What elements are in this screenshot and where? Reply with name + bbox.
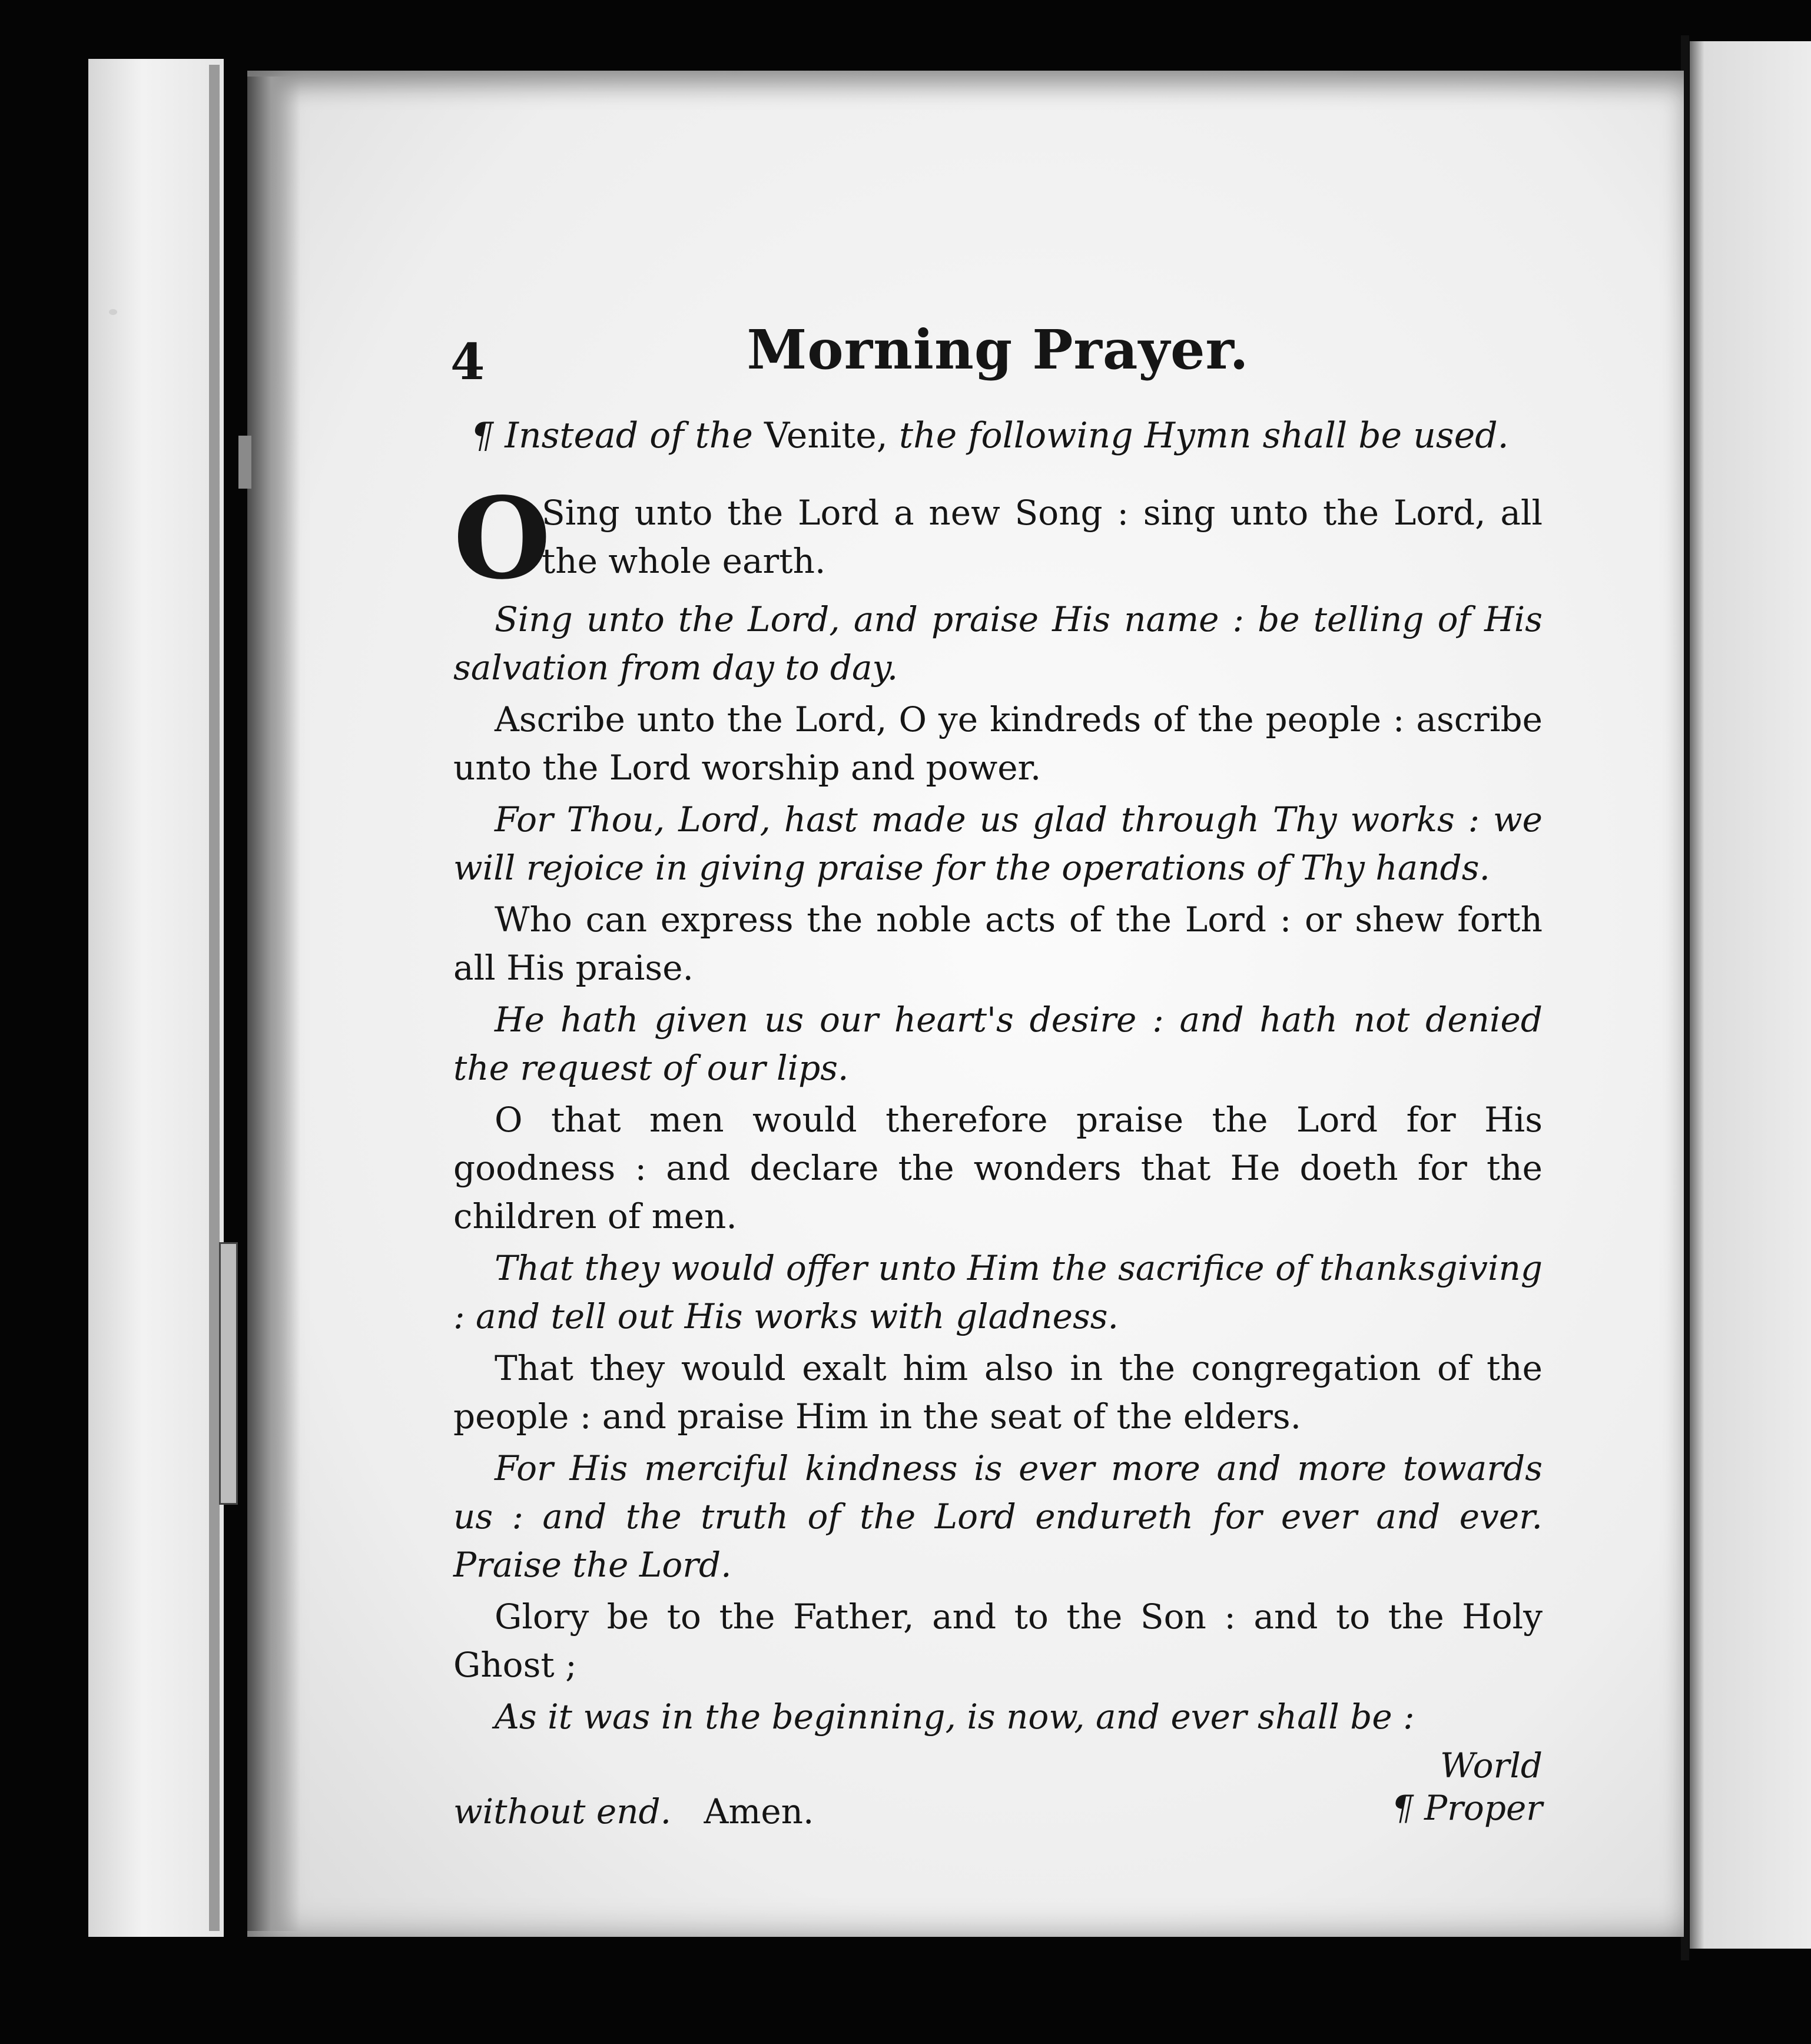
verse bbox=[453, 1344, 1543, 1441]
verse-text: That they would exalt him also in the congregation of the people : and praise Him in the seat of the elders. bbox=[453, 1348, 1543, 1436]
rubric-after: the following Hymn shall be used. bbox=[898, 415, 1509, 456]
page-foot bbox=[453, 1744, 1543, 1862]
verse bbox=[453, 1693, 1543, 1741]
paper-tab bbox=[219, 1242, 238, 1505]
flyleaf bbox=[88, 59, 224, 1937]
facing-page bbox=[1690, 41, 1811, 1949]
verse bbox=[453, 996, 1543, 1092]
page-header bbox=[450, 306, 1543, 391]
flyleaf-edge bbox=[209, 65, 220, 1931]
first-verse bbox=[453, 473, 1543, 604]
verse bbox=[453, 795, 1543, 892]
closing-amen: Amen. bbox=[704, 1791, 814, 1831]
page-number: 4 bbox=[450, 333, 485, 391]
closing-without-end: without end. bbox=[453, 1791, 672, 1831]
verse bbox=[453, 1444, 1543, 1589]
verse-text: For His merciful kindness is ever more and more towards us : and the truth of the Lord endureth for ever and ever. Praise the Lord. bbox=[453, 1448, 1543, 1585]
verse bbox=[453, 895, 1543, 992]
rubric-before: Instead of the bbox=[505, 415, 753, 456]
verse-text: Glory be to the Father, and to the Son : and to the Holy Ghost ; bbox=[453, 1597, 1543, 1685]
verse bbox=[453, 695, 1543, 792]
closing-line bbox=[453, 1791, 814, 1831]
catchwords bbox=[1392, 1744, 1543, 1829]
verse-text: As it was in the beginning, is now, and ever shall be : bbox=[495, 1697, 1415, 1737]
verse-text: That they would offer unto Him the sacrifice of thanksgiving : and tell out His works with gladness. bbox=[453, 1248, 1543, 1336]
pilcrow-icon: ¶ bbox=[471, 415, 494, 456]
page-edge-wear bbox=[247, 77, 300, 1931]
verse-text: He hath given us our heart's desire : and hath not denied the request of our lips. bbox=[453, 1000, 1543, 1088]
drop-cap: O bbox=[453, 473, 551, 604]
verse-list bbox=[453, 595, 1543, 1741]
first-verse-text: Sing unto the Lord a new Song : sing unto the Lord, all the whole earth. bbox=[542, 493, 1543, 581]
speck bbox=[109, 309, 117, 315]
verse bbox=[453, 595, 1543, 692]
rubric bbox=[471, 415, 1543, 456]
verse bbox=[453, 1592, 1543, 1689]
paper-fragment bbox=[238, 436, 251, 489]
page-text bbox=[450, 306, 1543, 1862]
verse-text: For Thou, Lord, hast made us glad through Thy works : we will rejoice in giving praise for the operations of Thy hands. bbox=[453, 799, 1543, 888]
verse-text: Ascribe unto the Lord, O ye kindreds of the people : ascribe unto the Lord worship and power. bbox=[453, 699, 1543, 788]
running-head: Morning Prayer. bbox=[747, 318, 1249, 381]
rubric-venite: Venite, bbox=[764, 415, 888, 456]
verse bbox=[453, 1096, 1543, 1240]
verse-text: O that men would therefore praise the Lord for His goodness : and declare the wonders that He doeth for the children of men. bbox=[453, 1100, 1543, 1236]
catchword-proper: ¶ Proper bbox=[1391, 1788, 1543, 1828]
verse-text: Sing unto the Lord, and praise His name : be telling of His salvation from day to day. bbox=[453, 599, 1543, 688]
verse bbox=[453, 1244, 1543, 1340]
verse-text: Who can express the noble acts of the Lord : or shew forth all His praise. bbox=[453, 900, 1543, 988]
catchword-world: World bbox=[1440, 1746, 1543, 1786]
